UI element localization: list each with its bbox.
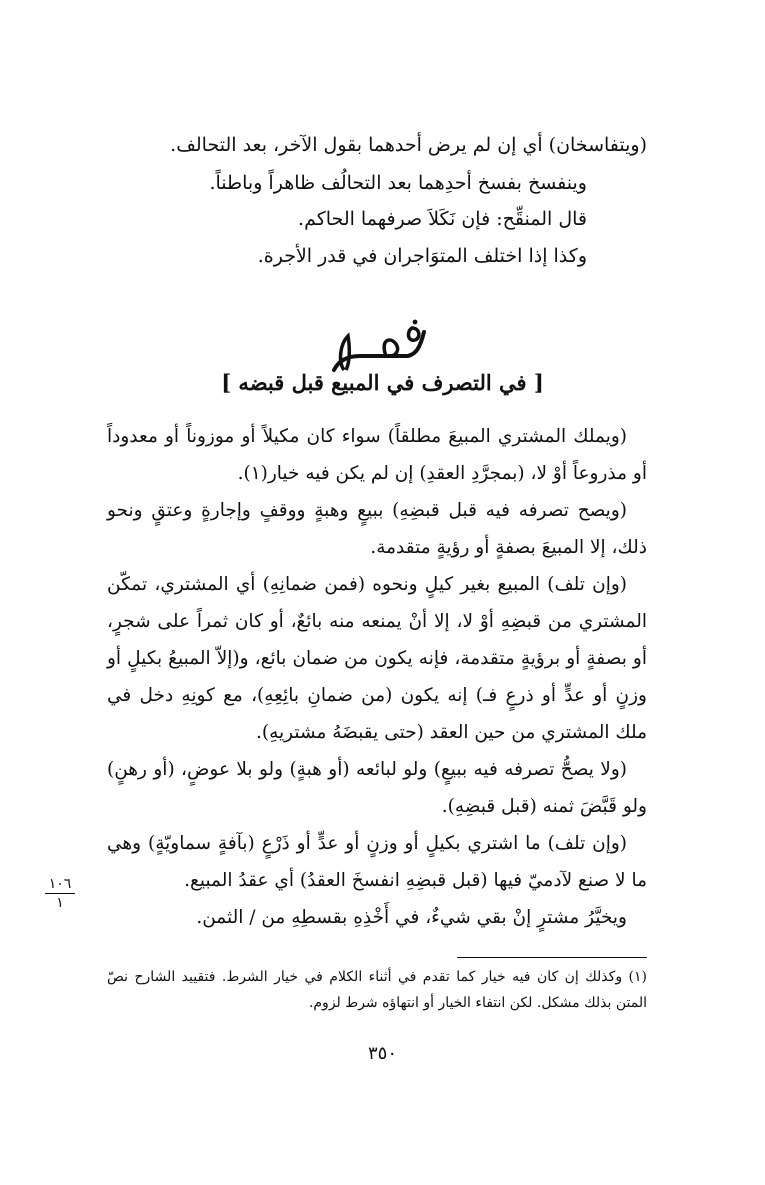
margin-fraction-bar [45, 893, 75, 894]
text-line: وكذا إذا اختلف المتوَاجران في قدر الأجرة. [257, 245, 587, 267]
paragraph: ويخيَّرُ مشترٍ إنْ بقي شيءٌ، في أَخْذِهِ بقسطِهِ من / الثمن. [196, 907, 627, 928]
text-line: (ويتفاسخان) أي إن لم يرض أحدهما بقول الآخر، بعد التحالف. [170, 134, 647, 156]
margin-page-reference [40, 876, 80, 911]
text-paragraph [107, 418, 647, 936]
paragraph: (وإن تلف) المبيع بغير كيلٍ ونحوه (فمن ضمانِهِ) أي المشتري، تمكّن المشتري من قبضِهِ أوْ لا، إلا أنْ يمنعه منه بائعٌ، أو كان ثمراً على شجرٍ، أو بصفةٍ أو برؤيةٍ متقدمة، فإنه يكون من ضمان بائع، و(إلاّ المبيعُ بكيلٍ أو وزنٍ أو عدٍّ أو ذرعٍ فـ) إنه يكون (من ضمانِ بائِعِهِ)، مع كونِهِ دخل في ملك المشتري من حين العقد (حتى يقبضَهُ مشتريهِ). [107, 574, 647, 743]
paragraph: (ويملك المشتري المبيعَ مطلقاً) سواء كان مكيلاً أو موزوناً أو معدوداً أو مذروعاً أوْ لا، (بمجرَّدِ العقدِ) إن لم يكن فيه خيار(١). [107, 426, 647, 484]
paragraph: (ولا يصحُّ تصرفه فيه ببيعٍ) ولو لبائعه (أو هبةٍ) ولو بلا عوضٍ، (أو رهنٍ) ولو قَبَّضَ ثمنه (قبل قبضِهِ). [107, 759, 647, 817]
section-heading: [ في التصرف في المبيع قبل قبضه ] [221, 370, 544, 395]
page-number: ٣٥٠ [367, 1043, 397, 1064]
paragraph: (ويصح تصرفه فيه قبل قبضِهِ) ببيعٍ وهبةٍ ووقفٍ وإجارةٍ وعتقٍ ونحو ذلك، إلا المبيعَ بصفةٍ أو رؤيةٍ متقدمة. [107, 500, 647, 558]
text-line: قال المنقِّح: فإن نَكَلاَ صرفهما الحاكم. [298, 208, 587, 230]
margin-number-bottom: ١ [56, 895, 64, 911]
footnote-separator [457, 957, 647, 958]
text-line: وينفسخ بفسخ أحدِهما بعد التحالُف ظاهراً وباطناً. [209, 172, 587, 194]
margin-number-top: ١٠٦ [48, 876, 72, 892]
footnote: (١) وكذلك إن كان فيه خيار كما تقدم في أثناء الكلام في خيار الشرط. فتقييد الشارح نصّ المتن بذلك مشكل. لكن انتفاء الخيار أو انتهاؤه شرط لزوم. [107, 969, 647, 1011]
section-emblem [320, 318, 430, 376]
paragraph: (وإن تلف) ما اشتري بكيلٍ أو وزنٍ أو عدٍّ أو ذَرْعٍ (بآفةٍ سماويّةٍ) وهي ما لا صنع لآدميّ فيها (قبل قبضِهِ انفسخَ العقدُ) أي عقدُ المبيع. [107, 833, 647, 891]
